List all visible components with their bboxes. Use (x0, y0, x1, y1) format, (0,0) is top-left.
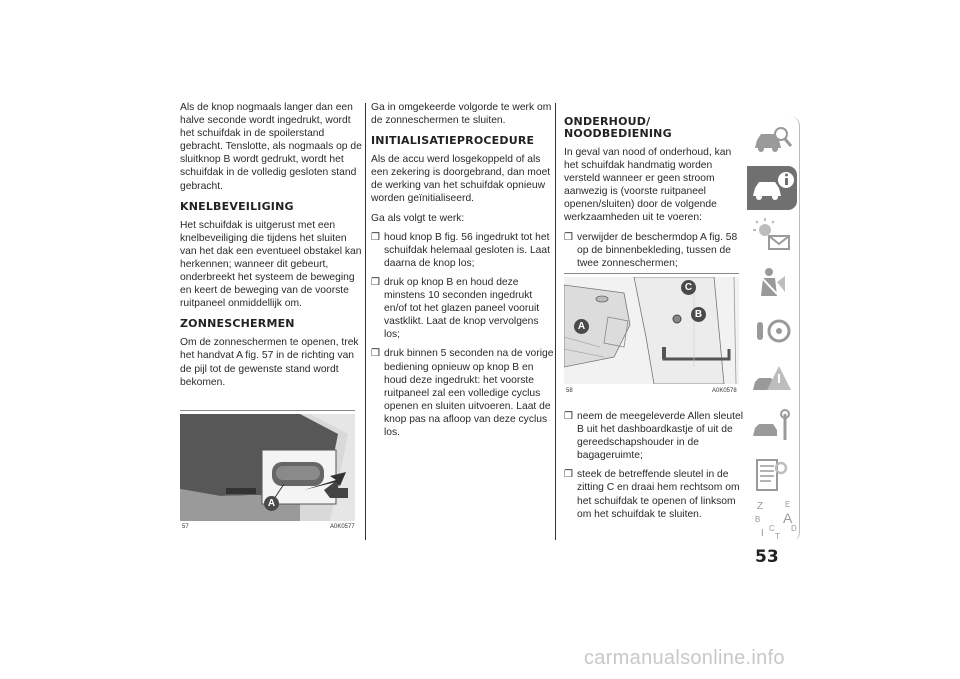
label-c-badge: C (681, 280, 696, 295)
list-item-text: houd knop B fig. 56 ingedrukt tot het schuifdak helemaal gesloten is. Laat daarna de knop los; (384, 231, 550, 269)
list-item (371, 276, 554, 341)
column-divider (555, 103, 556, 540)
column-2 (371, 101, 554, 445)
list-item (564, 410, 747, 462)
bullet-checkbox-icon: ❒ (564, 469, 573, 481)
section-heading: KNELBEVEILIGING (180, 199, 294, 213)
page-number: 53 (755, 547, 779, 567)
list-item-text: druk op knop B en houd deze minstens 10 seconden ingedrukt en/of tot het glazen paneel vooruit vastklikt. Laat de knop vervolgens los; (384, 276, 540, 341)
bullet-checkbox-icon: ❒ (371, 231, 380, 243)
section-heading-line-1: ONDERHOUD/ (564, 115, 651, 128)
figure-code: A0K0577 (330, 524, 355, 530)
bullet-checkbox-icon: ❒ (371, 276, 380, 288)
index-letter: Z (757, 501, 764, 512)
list-item (371, 231, 554, 270)
key-steering-wheel-icon (747, 310, 797, 354)
warning-light-envelope-icon (747, 214, 797, 258)
column-3-continued (564, 410, 747, 527)
paragraph: Als de accu werd losgekoppeld of als een zekering is doorgebrand, dan moet de werking van het schuifdak opnieuw worden geïnitialiseerd. (371, 154, 551, 205)
watermark: carmanualsonline.info (584, 647, 785, 669)
tab-technical-data[interactable] (747, 454, 797, 498)
paragraph: Ga als volgt te werk: (371, 212, 465, 224)
list-item (371, 347, 554, 439)
list-item (564, 231, 747, 270)
car-search-icon (747, 118, 797, 162)
figure-code: A0K0578 (712, 388, 737, 394)
figure-number: 58 (566, 388, 573, 394)
seat-belt-person-icon (747, 262, 797, 306)
label-b-badge: B (691, 307, 706, 322)
figure-57-image (180, 414, 355, 521)
index-letter: D (791, 524, 797, 533)
tab-safety[interactable] (747, 262, 797, 306)
column-3 (564, 101, 747, 276)
index-letter: I (761, 528, 764, 539)
car-info-icon (747, 166, 797, 210)
paragraph: Om de zonneschermen te openen, trek het handvat A fig. 57 in de richting van de pijl tot de gewenste stand wordt bekomen. (180, 337, 359, 388)
column-1 (180, 101, 363, 395)
list-item (564, 468, 747, 520)
bullet-checkbox-icon: ❒ (564, 411, 573, 422)
section-heading: INITIALISATIEPROCEDURE (371, 134, 535, 148)
list-item-text: steek de betreffende sleutel in de zitting C en draai hem rechtsom om het schuifdak te openen of linksom om het schuifdak te sluiten. (577, 469, 740, 520)
index-letter: A (783, 510, 793, 526)
paragraph: Het schuifdak is uitgerust met een knelbeveiliging die tijdens het sluiten van het dak een eventueel obstakel kan herkennen; wanneer dit gebeurt, onderbreekt het systeem de beweging en keert de beweging van de voorste ruitpaneel onmiddellijk om. (180, 219, 362, 310)
figure-58-image (564, 277, 739, 384)
paragraph: Als de knop nogmaals langer dan een halve seconde wordt ingedrukt, wordt het schuifdak in de spoilerstand gebracht. Tenslotte, als nogmaals op de sluitknop B wordt gedrukt, wordt het schuifdak in de volledig gesloten stand gebracht. (180, 102, 362, 192)
section-heading-line-2: NOODBEDIENING (564, 127, 672, 140)
bullet-checkbox-icon: ❒ (371, 348, 380, 360)
list-item-text: druk binnen 5 seconden na de vorige bediening opnieuw op knop B en houd deze ingedrukt: het voorste ruitpaneel zal een volledige cyclus openen en sluiten uitvoeren. Laat de knop pas na afloop van deze cyclus los. (384, 348, 554, 438)
car-accident-warning-icon (747, 358, 797, 402)
figure-top-rule (180, 410, 355, 411)
car-wrench-icon (747, 406, 797, 450)
list-item-text: verwijder de beschermdop A fig. 58 op de binnenbekleding, tussen de twee zonneschermen; (577, 231, 738, 269)
tab-emergency[interactable] (747, 358, 797, 402)
tab-car-info[interactable] (747, 166, 797, 210)
index-letter: B (755, 515, 761, 524)
bullet-checkbox-icon: ❒ (564, 231, 573, 243)
alphabet-index-icon (747, 500, 797, 546)
figure-number: 57 (182, 524, 189, 530)
tab-maintenance[interactable] (747, 406, 797, 450)
label-a-badge: A (574, 319, 589, 334)
tab-warning-lights[interactable] (747, 214, 797, 258)
tab-car-search[interactable] (747, 118, 797, 162)
index-letter: T (775, 532, 780, 541)
document-gear-icon (747, 454, 797, 498)
paragraph: In geval van nood of onderhoud, kan het schuifdak handmatig worden versteld wanneer er geen stroom aanwezig is (voorste ruitpaneel openen/sluiten) door de volgende werkzaamheden uit te voeren: (564, 147, 732, 224)
figure-top-rule (564, 273, 739, 274)
tab-index[interactable] (747, 500, 797, 546)
label-a-badge: A (264, 496, 279, 511)
index-letter: C (769, 524, 775, 533)
tab-starting-driving[interactable] (747, 310, 797, 354)
index-letter: E (785, 500, 791, 509)
section-heading: ZONNESCHERMEN (180, 317, 295, 331)
list-item-text: neem de meegeleverde Allen sleutel B uit het dashboardkastje of uit de gereedschapshouder in de bagageruimte; (577, 411, 744, 462)
column-divider (365, 103, 366, 540)
paragraph: Ga in omgekeerde volgorde te werk om de zonneschermen te sluiten. (371, 102, 552, 127)
